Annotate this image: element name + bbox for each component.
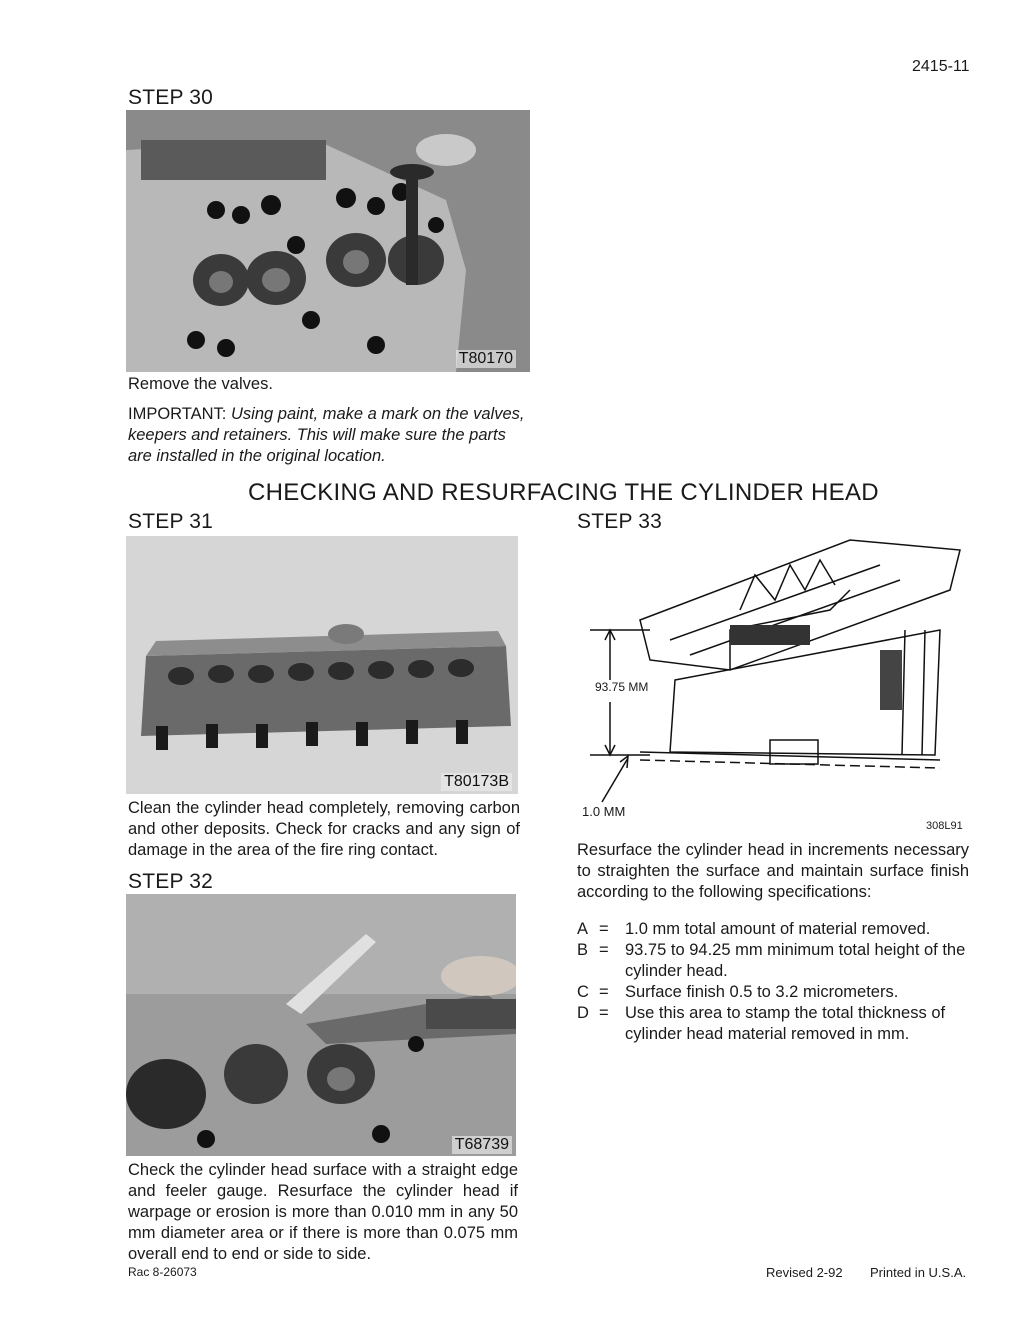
step-31-title: STEP 31	[128, 510, 214, 533]
spec-text: Surface finish 0.5 to 3.2 micrometers.	[625, 983, 899, 1001]
spec-letter: C	[577, 983, 589, 1001]
step-31-caption: Clean the cylinder head completely, removing carbon and other deposits. Check for cracks and any sign of damage in the area of the fire ring contact.	[128, 799, 520, 859]
spec-item	[577, 1003, 970, 1045]
spec-equals: =	[599, 983, 609, 1001]
section-heading: CHECKING AND RESURFACING THE CYLINDER HEAD	[248, 479, 879, 506]
step-33-title: STEP 33	[577, 510, 663, 533]
spec-equals: =	[599, 920, 609, 938]
step-32-photo	[126, 894, 516, 1156]
step-33-caption: Resurface the cylinder head in increments necessary to straighten the surface and maintain surface finish according to the following specifications:	[577, 841, 969, 901]
footer-revised: Revised 2-92	[766, 1265, 843, 1280]
footer-doc-number: Rac 8-26073	[128, 1265, 197, 1279]
spec-equals: =	[599, 1004, 609, 1022]
dimension-removed-label: 1.0 MM	[582, 804, 626, 819]
spec-item	[577, 919, 970, 940]
spec-letter: D	[577, 1004, 589, 1022]
step-32-photo-code: T68739	[452, 1136, 512, 1154]
step-32-caption: Check the cylinder head surface with a straight edge and feeler gauge. Resurface the cylinder head if warpage or erosion is more than 0.010 mm in any 50 mm diameter area or if there is more than 0.075 mm overall end to end or side to side.	[128, 1161, 518, 1263]
step-30-title: STEP 30	[128, 86, 214, 109]
important-text: Using paint, make a mark on the valves, keepers and retainers. This will make sure the parts are installed in the original location.	[128, 405, 525, 465]
spec-item	[577, 982, 970, 1003]
spec-text: Use this area to stamp the total thickness of cylinder head material removed in mm.	[625, 1004, 946, 1043]
step-30-photo	[126, 110, 530, 372]
cylinder-head-image	[126, 536, 518, 794]
important-label: IMPORTANT:	[128, 405, 227, 423]
page-number: 2415-11	[912, 58, 970, 75]
spec-text: 93.75 to 94.25 mm minimum total height of the cylinder head.	[625, 941, 966, 980]
spec-equals: =	[599, 941, 609, 959]
footer-printed: Printed in U.S.A.	[870, 1265, 967, 1280]
step-33-diagram	[580, 530, 980, 820]
figure-code: 308L91	[926, 820, 963, 832]
valve-removal-image	[126, 110, 530, 372]
dimension-height-label: 93.75 MM	[595, 680, 649, 694]
step-32-title: STEP 32	[128, 870, 214, 893]
step-30-photo-code: T80170	[456, 350, 516, 368]
step-30-important-note	[128, 404, 530, 467]
step-30-caption: Remove the valves.	[128, 375, 273, 393]
spec-text: 1.0 mm total amount of material removed.	[625, 920, 931, 938]
step-31-photo	[126, 536, 518, 794]
spec-item	[577, 940, 970, 982]
spec-letter: A	[577, 920, 589, 938]
feeler-gauge-image	[126, 894, 516, 1156]
spec-letter: B	[577, 941, 589, 959]
step-31-photo-code: T80173B	[441, 773, 512, 791]
